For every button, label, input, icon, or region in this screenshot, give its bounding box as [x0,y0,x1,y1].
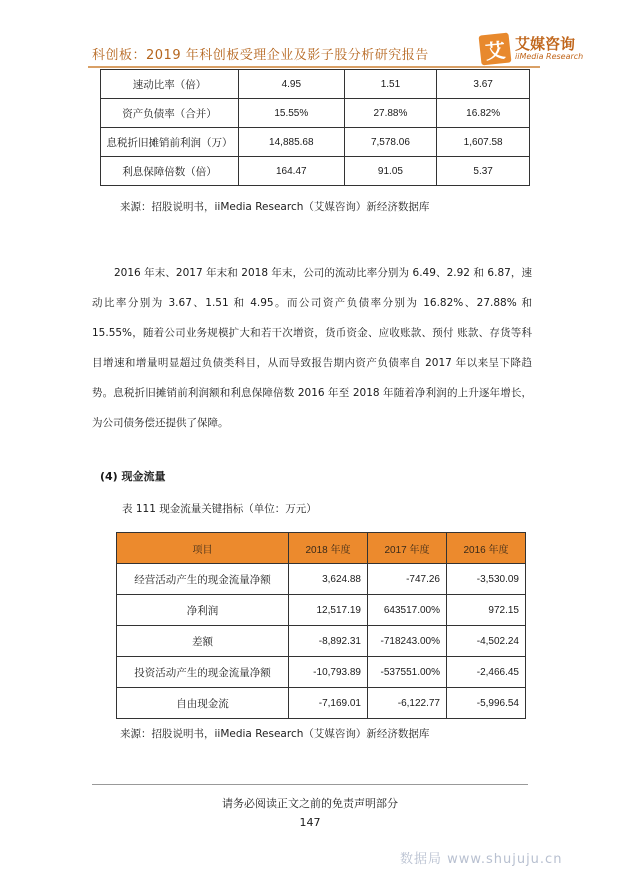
logo [480,34,583,64]
table-row [117,688,526,719]
column-header: 2016 年度 [447,533,526,564]
page-number: 147 [299,816,321,829]
cell-value: 972.15 [447,595,526,626]
cell-value: 27.88% [344,99,437,128]
row-label: 经营活动产生的现金流量净额 [117,564,289,595]
watermark: 数据局 www.shujuju.cn [400,852,563,867]
logo-cn: 艾媒咨询 [515,35,576,54]
cell-value: -7,169.01 [289,688,368,719]
financial-ratios-table [100,69,530,186]
cell-value: -6,122.77 [368,688,447,719]
cash-flow-table [116,532,526,719]
cell-value: -537551.00% [368,657,447,688]
cell-value: 5.37 [437,157,530,186]
cell-value: 164.47 [239,157,345,186]
row-label: 利息保障倍数（倍） [101,157,239,186]
cell-value: 7,578.06 [344,128,437,157]
cell-value: -3,530.09 [447,564,526,595]
table-row [101,99,530,128]
cell-value: 643517.00% [368,595,447,626]
table-row [117,595,526,626]
body-paragraph: 2016 年末、2017 年末和 2018 年末，公司的流动比率分别为 6.49、2.92 和 6.87，速动比率分别为 3.67、1.51 和 4.95。而公司资产负债率分别为 16.82%、27.88% 和 15.55%，随着公司业务规模扩大和若干次增资，货币资金、应收账款、预付 账款、存货等科目增速和增量明显超过负债类科目，从而导致报告期内资产负债率自 2017 年以来呈下降趋势。息税折旧摊销前利润额和利息保障倍数 2016 年至 2018 年随着净利润的上升逐年增长，为公司债务偿还提供了保障。 [92,267,532,429]
table-caption: 表 111 现金流量关键指标（单位：万元） [122,503,317,515]
cell-value: 1.51 [344,70,437,99]
table-row [117,657,526,688]
column-header: 项目 [117,533,289,564]
table-row [101,157,530,186]
row-label: 息税折旧摊销前利润（万） [101,128,239,157]
cell-value: 91.05 [344,157,437,186]
cell-value: 3.67 [437,70,530,99]
column-header: 2017 年度 [368,533,447,564]
row-label: 速动比率（倍） [101,70,239,99]
cell-value: -10,793.89 [289,657,368,688]
section-title: (4) 现金流量 [100,470,166,483]
footer-disclaimer: 请务必阅读正文之前的免责声明部分 [222,797,398,810]
row-label: 自由现金流 [117,688,289,719]
source-note: 来源：招股说明书，iiMedia Research（艾媒咨询）新经济数据库 [120,201,430,213]
cell-value: 4.95 [239,70,345,99]
table-row [117,564,526,595]
table-row [101,128,530,157]
cell-value: -747.26 [368,564,447,595]
row-label: 投资活动产生的现金流量净额 [117,657,289,688]
cell-value: 12,517.19 [289,595,368,626]
cell-value: -718243.00% [368,626,447,657]
cell-value: 16.82% [437,99,530,128]
header-divider [88,66,540,68]
row-label: 净利润 [117,595,289,626]
row-label: 资产负债率（合并） [101,99,239,128]
cell-value: -5,996.54 [447,688,526,719]
source-note: 来源：招股说明书，iiMedia Research（艾媒咨询）新经济数据库 [120,728,430,740]
cell-value: -4,502.24 [447,626,526,657]
cell-value: 1,607.58 [437,128,530,157]
table-row [101,70,530,99]
footer-divider [92,784,528,785]
cell-value: 3,624.88 [289,564,368,595]
header-title: 科创板：2019 年科创板受理企业及影子股分析研究报告 [92,48,429,63]
cell-value: -8,892.31 [289,626,368,657]
table-header-row [117,533,526,564]
cell-value: -2,466.45 [447,657,526,688]
logo-mark-icon: 艾 [479,33,512,66]
column-header: 2018 年度 [289,533,368,564]
table-row [117,626,526,657]
logo-text [515,36,583,61]
row-label: 差额 [117,626,289,657]
cell-value: 15.55% [239,99,345,128]
logo-en: iiMedia Research [515,51,584,61]
cell-value: 14,885.68 [239,128,345,157]
